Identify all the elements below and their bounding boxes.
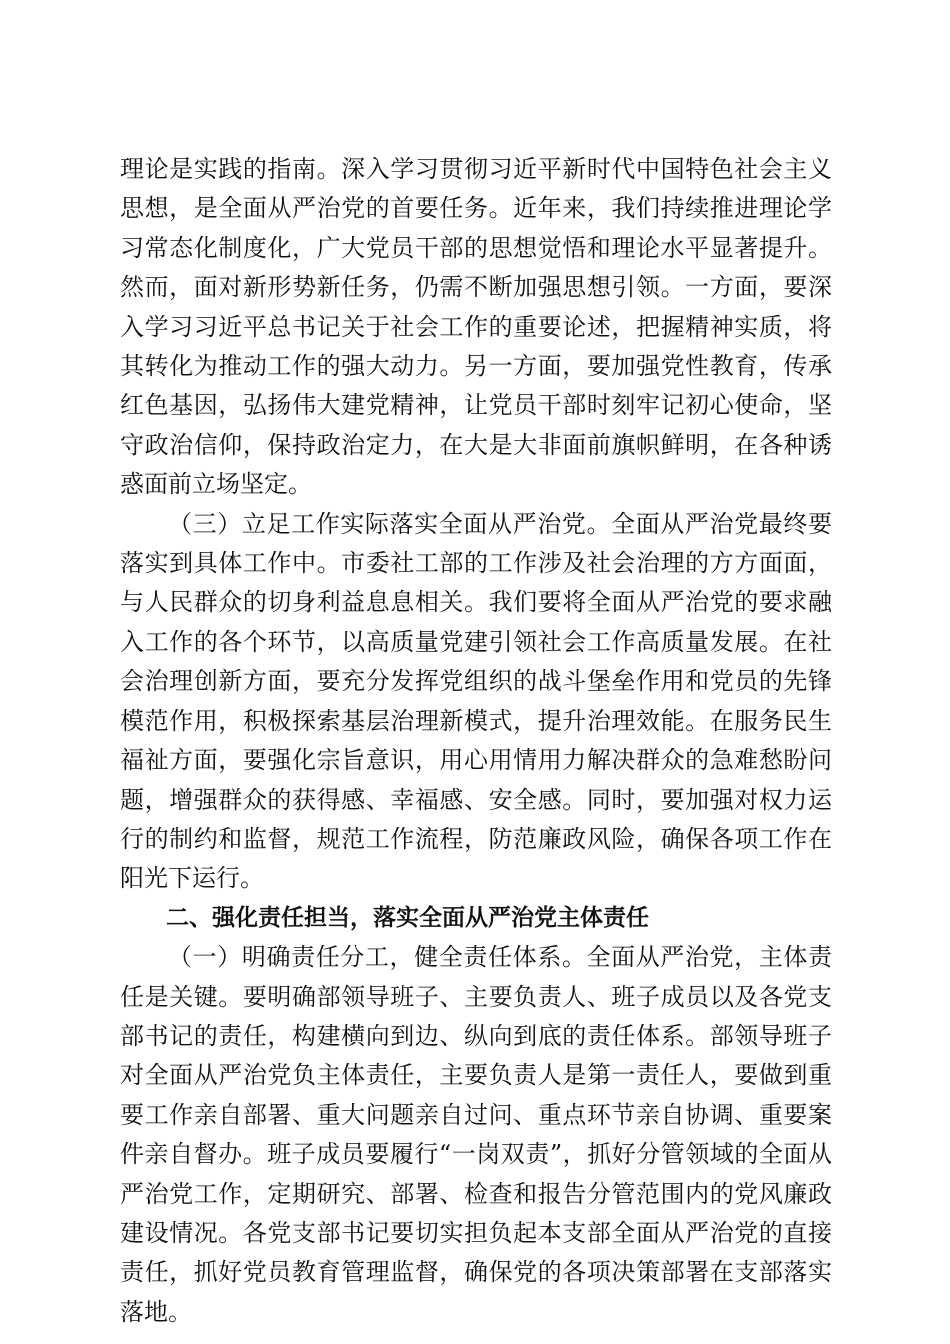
document-body <box>120 150 832 1332</box>
paragraph-section-3-work-practice: （三）立足工作实际落实全面从严治党。全面从严治党最终要落实到具体工作中。市委社工部的工作涉及社会治理的方方面面，与人民群众的切身利益息息相关。我们要将全面从严治党的要求融入工作的各个环节，以高质量党建引领社会工作高质量发展。在社会治理创新方面，要充分发挥党组织的战斗堡垒作用和党员的先锋模范作用，积极探索基层治理新模式，提升治理效能。在服务民生福祉方面，要强化宗旨意识，用心用情用力解决群众的急难愁盼问题，增强群众的获得感、幸福感、安全感。同时，要加强对权力运行的制约和监督，规范工作流程，防范廉政风险，确保各项工作在阳光下运行。 <box>120 509 832 893</box>
paragraph-theory-guidance: 理论是实践的指南。深入学习贯彻习近平新时代中国特色社会主义思想，是全面从严治党的首要任务。近年来，我们持续推进理论学习常态化制度化，广大党员干部的思想觉悟和理论水平显著提升。然而，面对新形势新任务，仍需不断加强思想引领。一方面，要深入学习习近平总书记关于社会工作的重要论述，把握精神实质，将其转化为推动工作的强大动力。另一方面，要加强党性教育，传承红色基因，弘扬伟大建党精神，让党员干部时刻牢记初心使命，坚守政治信仰，保持政治定力，在大是大非面前旗帜鲜明，在各种诱惑面前立场坚定。 <box>120 155 832 499</box>
paragraph-responsibility-division: （一）明确责任分工，健全责任体系。全面从严治党，主体责任是关键。要明确部领导班子、主要负责人、班子成员以及各党支部书记的责任，构建横向到边、纵向到底的责任体系。部领导班子对全面从严治党负主体责任，主要负责人是第一责任人，要做到重要工作亲自部署、重大问题亲自过问、重点环节亲自协调、重要案件亲自督办。班子成员要履行“一岗双责”，抓好分管领域的全面从严治党工作，定期研究、部署、检查和报告分管范围内的党风廉政建设情况。各党支部书记要切实担负起本支部全面从严治党的直接责任，抓好党员教育管理监督，确保党的各项决策部署在支部落实落地。 <box>120 943 832 1326</box>
section-heading-2: 二、强化责任担当，落实全面从严治党主体责任 <box>166 904 649 931</box>
